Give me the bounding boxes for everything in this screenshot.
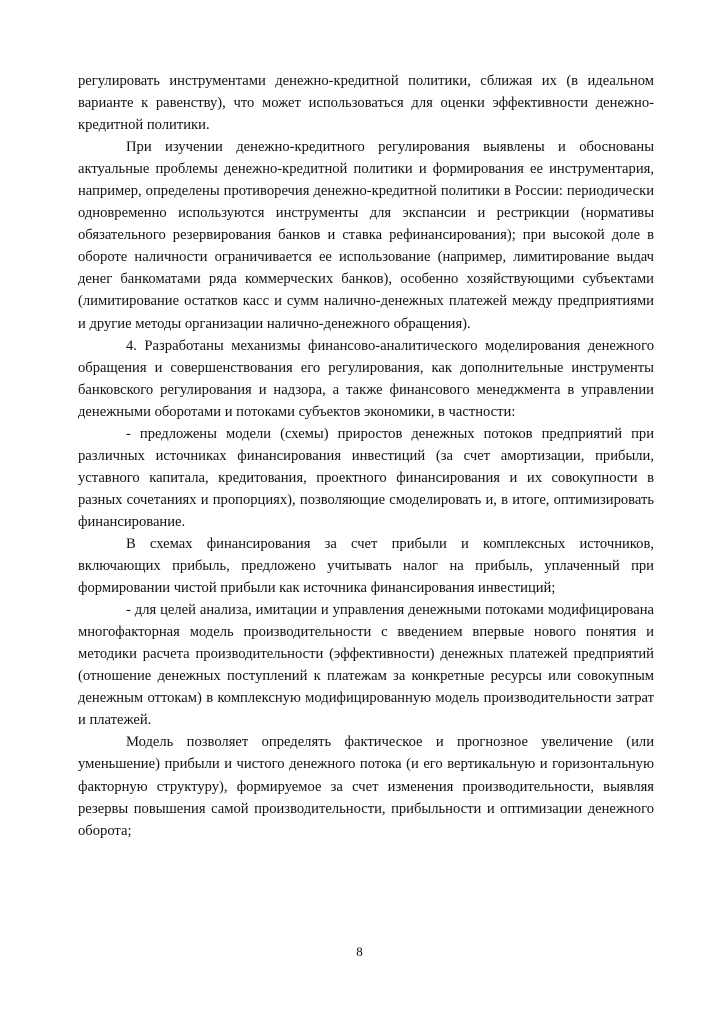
document-body (78, 70, 654, 842)
page-number: 8 (356, 944, 363, 959)
paragraph-productivity-model: - для целей анализа, имитации и управления денежными потоками модифицирована многофакторная модель производительности с введением впервые нового понятия и методики расчета производительности (эффективности) денежных платежей предприятий (отношение денежных поступлений к платежам за конкретные ресурсы или совокупным денежным оттокам) в комплексную модифицированную модель производительности затрат и платежей. (78, 602, 654, 729)
paragraph-monetary-regulation-problems: При изучении денежно-кредитного регулирования выявлены и обоснованы актуальные проблемы денежно-кредитной политики и формирования ее инструментария, например, определены противоречия денежно-кредитной политики в России: периодически одновременно используются инструменты для экспансии и рестрикции (нормативы обязательного резервирования банков и ставка рефинансирования); при высокой доле в обороте наличности ограничивается ее использование (например, лимитирование выдач денег банкоматами ряда коммерческих банков), особенно хозяйствующими субъектами (лимитирование остатков касс и сумм налично-денежных платежей между предприятиями и другие методы организации налично-денежного обращения). (78, 139, 654, 332)
paragraph-continuation: регулировать инструментами денежно-кредитной политики, сближая их (в идеальном варианте к равенству), что может использоваться для оценки эффективности денежно-кредитной политики. (78, 73, 654, 134)
paragraph-model-forecast: Модель позволяет определять фактическое и прогнозное увеличение (или уменьшение) прибыли и чистого денежного потока (и его вертикальную и горизонтальную факторную структуру), формируемое за счет изменения производительности, выявляя резервы повышения самой производительности, прибыльности и оптимизации денежного оборота; (78, 734, 654, 839)
paragraph-profit-tax: В схемах финансирования за счет прибыли и комплексных источников, включающих прибыль, предложено учитывать налог на прибыль, уплаченный при формировании чистой прибыли как источника финансирования инвестиций; (78, 535, 654, 597)
paragraph-item-4-mechanisms: 4. Разработаны механизмы финансово-аналитического моделирования денежного обращения и совершенствования его регулирования, как дополнительные инструменты банковского регулирования и надзора, а также финансового менеджмента в управлении денежными оборотами и потоками субъектов экономики, в частности: (78, 337, 654, 420)
paragraph-cash-flow-models: - предложены модели (схемы) приростов денежных потоков предприятий при различных источниках финансирования инвестиций (за счет амортизации, прибыли, уставного капитала, кредитования, проектного финансирования и их совокупности в разных сочетаниях и пропорциях), позволяющие смоделировать и, в итоге, оптимизировать финансирование. (78, 425, 654, 530)
